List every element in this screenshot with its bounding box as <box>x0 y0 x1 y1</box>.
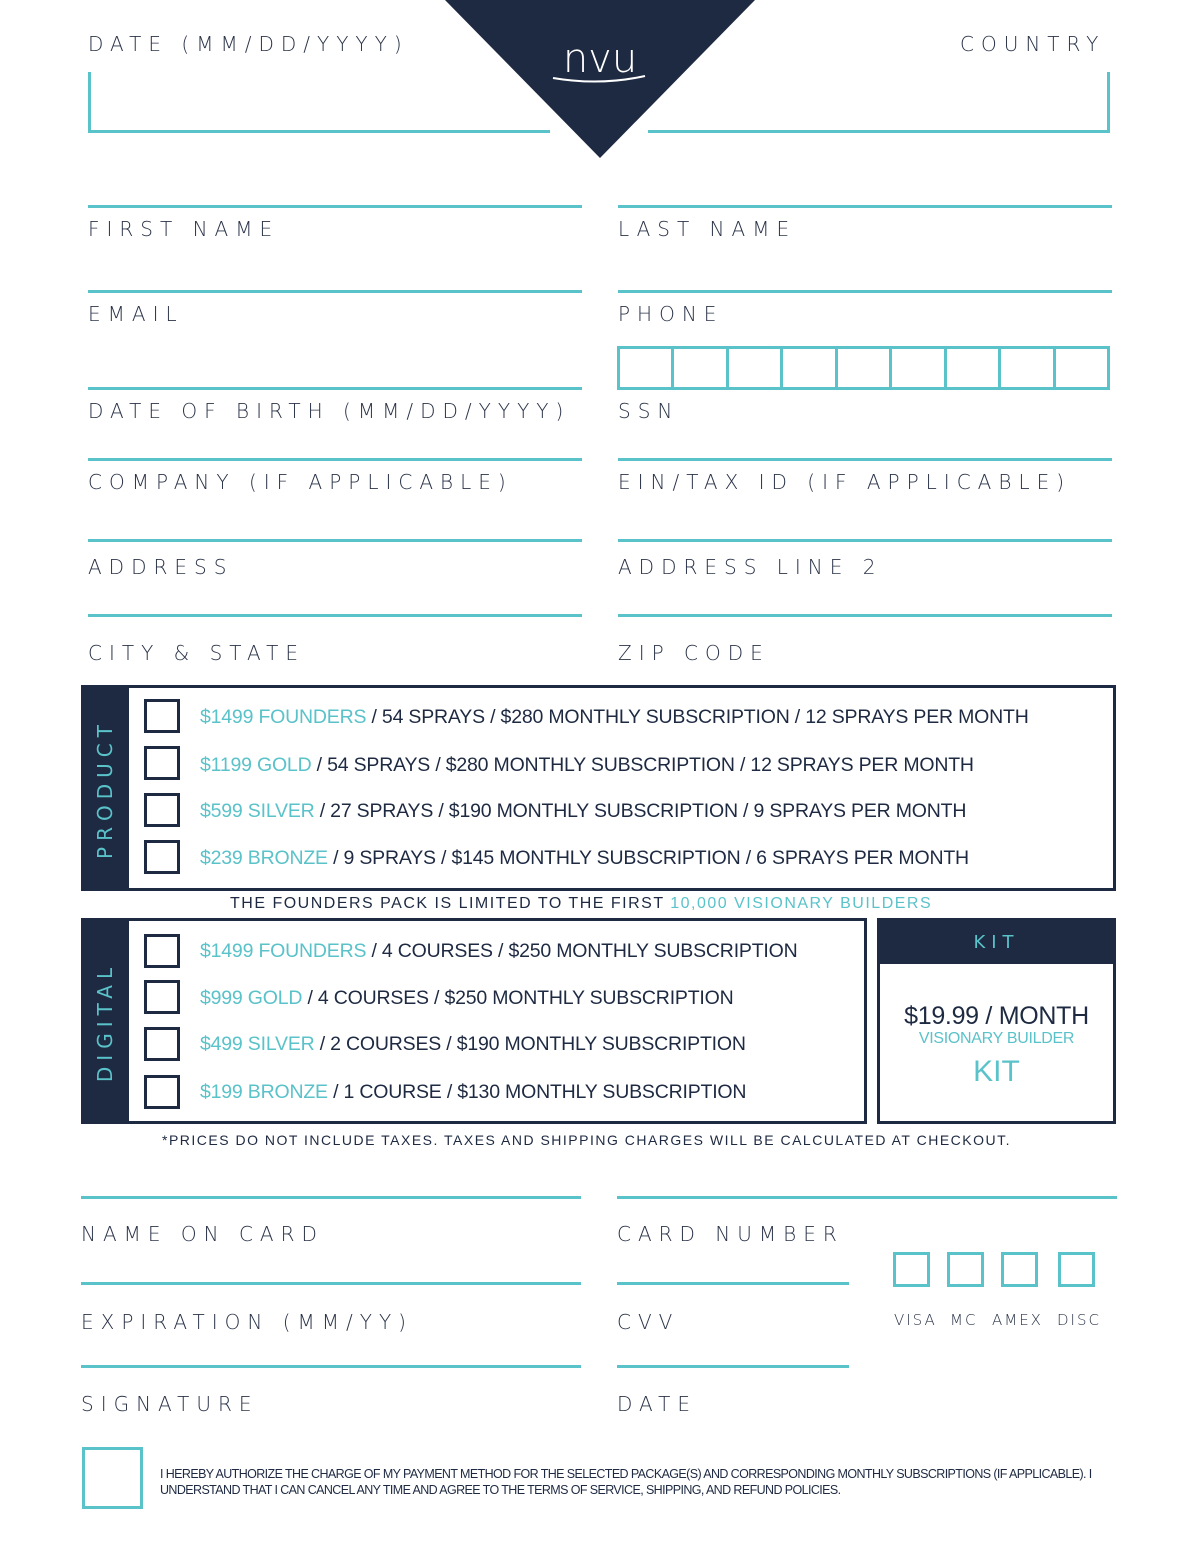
digital-title: DIGITAL <box>93 961 117 1083</box>
card-type-amex: AMEX <box>992 1311 1043 1329</box>
zip-line[interactable] <box>618 614 1112 617</box>
expiration-label: EXPIRATION (MM/YY) <box>81 1310 413 1334</box>
country-label: COUNTRY <box>960 32 1106 56</box>
authorization-checkbox[interactable] <box>82 1447 143 1509</box>
email-label: EMAIL <box>88 302 184 326</box>
phone-label: PHONE <box>618 302 724 326</box>
digital-checkbox-silver[interactable] <box>144 1027 180 1061</box>
visa-checkbox[interactable] <box>893 1252 930 1287</box>
card-number-label: CARD NUMBER <box>617 1222 844 1246</box>
signature-line[interactable] <box>81 1365 581 1368</box>
zip-label: ZIP CODE <box>618 641 770 665</box>
ssn-label: SSN <box>618 399 680 423</box>
cvv-label: CVV <box>617 1310 680 1334</box>
digital-option-bronze: $199 BRONZE / 1 COURSE / $130 MONTHLY SUBSCRIPTION <box>200 1081 747 1103</box>
logo-triangle <box>445 0 755 158</box>
name-on-card-label: NAME ON CARD <box>81 1222 324 1246</box>
ssn-digit-box[interactable] <box>729 349 783 387</box>
payment-date-label: DATE <box>617 1392 698 1416</box>
ssn-digit-box[interactable] <box>892 349 946 387</box>
ein-label: EIN/TAX ID (IF APPLICABLE) <box>618 470 1072 494</box>
product-checkbox-gold[interactable] <box>144 746 180 780</box>
digital-option-founders: $1499 FOUNDERS / 4 COURSES / $250 MONTHLY SUBSCRIPTION <box>200 940 798 962</box>
product-checkbox-founders[interactable] <box>144 699 180 733</box>
founders-note: THE FOUNDERS PACK IS LIMITED TO THE FIRST 10,000 VISIONARY BUILDERS <box>230 895 933 912</box>
dob-line[interactable] <box>88 387 582 390</box>
product-option-gold: $1199 GOLD / 54 SPRAYS / $280 MONTHLY SUBSCRIPTION / 12 SPRAYS PER MONTH <box>200 754 974 776</box>
ssn-digit-box[interactable] <box>947 349 1001 387</box>
company-line[interactable] <box>88 458 582 461</box>
ein-line[interactable] <box>618 458 1112 461</box>
name-on-card-line[interactable] <box>81 1196 581 1199</box>
product-option-founders: $1499 FOUNDERS / 54 SPRAYS / $280 MONTHLY SUBSCRIPTION / 12 SPRAYS PER MONTH <box>200 706 1029 728</box>
authorization-text: I HEREBY AUTHORIZE THE CHARGE OF MY PAYMENT METHOD FOR THE SELECTED PACKAGE(S) AND CORRESPONDING MONTHLY SUBSCRIPTIONS (IF APPLICABLE). I UNDERSTAND THAT I CAN CANCEL ANY TIME AND AGREE TO THE TERMS OF SERVICE, SHIPPING, AND REFUND POLICIES. <box>160 1467 1092 1497</box>
prices-note: *PRICES DO NOT INCLUDE TAXES. TAXES AND SHIPPING CHARGES WILL BE CALCULATED AT CHECKOUT. <box>162 1132 1012 1148</box>
city-state-line[interactable] <box>88 614 582 617</box>
amex-checkbox[interactable] <box>1001 1252 1038 1287</box>
cvv-line[interactable] <box>617 1282 849 1285</box>
phone-line[interactable] <box>618 290 1112 293</box>
country-field-right-edge <box>1107 72 1110 132</box>
product-option-silver: $599 SILVER / 27 SPRAYS / $190 MONTHLY SUBSCRIPTION / 9 SPRAYS PER MONTH <box>200 800 967 822</box>
card-type-visa: VISA <box>894 1311 937 1329</box>
kit-title: KIT <box>973 932 1020 953</box>
first-name-line[interactable] <box>88 205 582 208</box>
ssn-digit-box[interactable] <box>1056 349 1107 387</box>
date-field-left-edge <box>88 72 91 132</box>
address-line[interactable] <box>88 539 582 542</box>
ssn-digit-box[interactable] <box>783 349 837 387</box>
email-line[interactable] <box>88 290 582 293</box>
address2-label: ADDRESS LINE 2 <box>618 555 883 579</box>
last-name-line[interactable] <box>618 205 1112 208</box>
digital-option-gold: $999 GOLD / 4 COURSES / $250 MONTHLY SUBSCRIPTION <box>200 987 734 1009</box>
ssn-digit-box[interactable] <box>1001 349 1055 387</box>
product-checkbox-silver[interactable] <box>144 793 180 827</box>
first-name-label: FIRST NAME <box>88 217 280 241</box>
last-name-label: LAST NAME <box>618 217 797 241</box>
city-state-label: CITY & STATE <box>88 641 305 665</box>
date-line[interactable] <box>617 1365 849 1368</box>
kit-subtitle: VISIONARY BUILDER <box>918 1030 1075 1047</box>
ssn-boxes[interactable] <box>617 346 1110 390</box>
card-number-line[interactable] <box>617 1196 1117 1199</box>
digital-checkbox-bronze[interactable] <box>144 1075 180 1109</box>
ssn-digit-box[interactable] <box>674 349 728 387</box>
mc-checkbox[interactable] <box>947 1252 984 1287</box>
digital-option-silver: $499 SILVER / 2 COURSES / $190 MONTHLY SUBSCRIPTION <box>200 1033 746 1055</box>
address2-line[interactable] <box>618 539 1112 542</box>
digital-sidebar <box>81 918 129 1124</box>
card-type-disc: DISC <box>1057 1311 1101 1329</box>
date-label: DATE (MM/DD/YYYY) <box>88 32 409 56</box>
card-type-mc: MC <box>950 1311 978 1329</box>
expiration-line[interactable] <box>81 1282 581 1285</box>
digital-checkbox-gold[interactable] <box>144 980 180 1014</box>
disc-checkbox[interactable] <box>1058 1252 1095 1287</box>
kit-name: KIT <box>973 1055 1020 1088</box>
ssn-digit-box[interactable] <box>838 349 892 387</box>
product-option-bronze: $239 BRONZE / 9 SPRAYS / $145 MONTHLY SUBSCRIPTION / 6 SPRAYS PER MONTH <box>200 847 969 869</box>
kit-header <box>877 918 1116 964</box>
address-label: ADDRESS <box>88 555 234 579</box>
kit-price: $19.99 / MONTH <box>904 1002 1089 1030</box>
signature-label: SIGNATURE <box>81 1392 259 1416</box>
logo-text: nvu <box>562 36 638 82</box>
product-title: PRODUCT <box>93 719 117 859</box>
dob-label: DATE OF BIRTH (MM/DD/YYYY) <box>88 399 571 423</box>
company-label: COMPANY (IF APPLICABLE) <box>88 470 513 494</box>
product-checkbox-bronze[interactable] <box>144 840 180 874</box>
ssn-digit-box[interactable] <box>620 349 674 387</box>
product-sidebar <box>81 685 129 891</box>
digital-checkbox-founders[interactable] <box>144 934 180 968</box>
